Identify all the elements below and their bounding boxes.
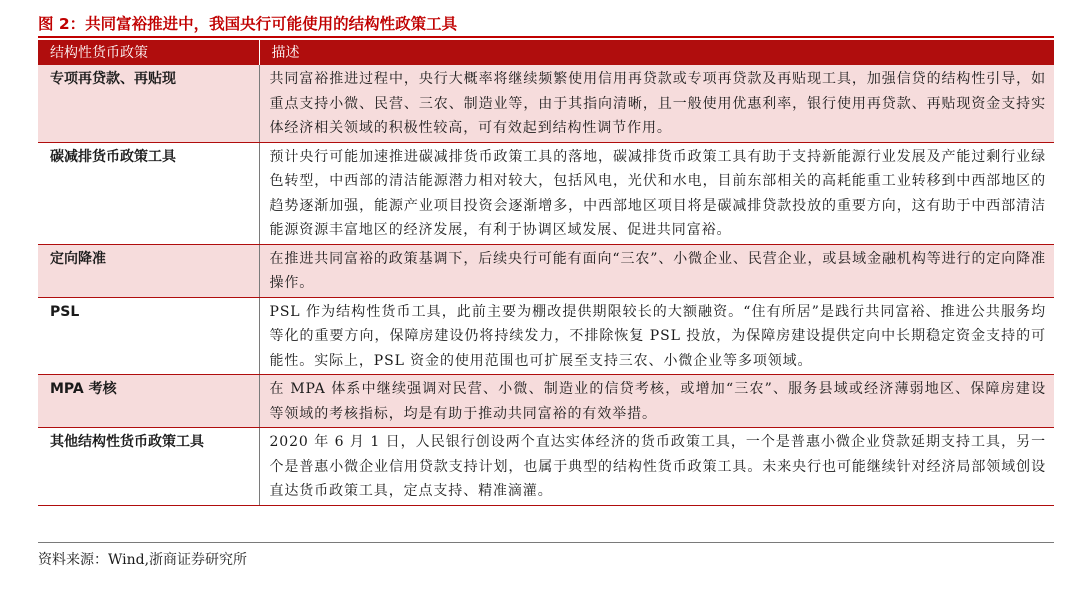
- row-tool-name: 定向降准: [38, 244, 259, 297]
- row-description: 在 MPA 体系中继续强调对民营、小微、制造业的信贷考核，或增加“三农”、服务县域或经济薄弱地区、保障房建设等领域的考核指标，均是有助于推动共同富裕的有效举措。: [259, 375, 1054, 428]
- row-description: 2020 年 6 月 1 日，人民银行创设两个直达实体经济的货币政策工具，一个是普惠小微企业贷款延期支持工具，另一个是普惠小微企业信用贷款支持计划，也属于典型的结构性货币政策工具。未来央行也可能继续针对经济局部领域创设直达货币政策工具，定点支持、精准滴灌。: [259, 428, 1054, 506]
- row-description: PSL 作为结构性货币工具，此前主要为棚改提供期限较长的大额融资。“住有所居”是践行共同富裕、推进公共服务均等化的重要方向，保障房建设仍将持续发力，不排除恢复 PSL 投放，为保障房建设提供定向中长期稳定资金支持的可能性。实际上，PSL 资金的使用范围也可扩展至支持三农、小微企业等多项领域。: [259, 297, 1054, 375]
- source-note: 资料来源：Wind,浙商证券研究所: [38, 552, 248, 568]
- table-row: [38, 65, 1054, 143]
- figure-title: 图 2：共同富裕推进中，我国央行可能使用的结构性政策工具: [38, 15, 458, 33]
- title-rule: [38, 36, 1054, 38]
- row-description: 预计央行可能加速推进碳减排货币政策工具的落地，碳减排货币政策工具有助于支持新能源行业发展及产能过剩行业绿色转型，中西部的清洁能源潜力相对较大，包括风电，光伏和水电，目前东部相关的高耗能重工业转移到中西部地区的趋势逐渐加强，能源产业项目投资会逐渐增多，中西部地区项目将是碳减排贷款投放的重要方向，这有助于中西部清洁能源资源丰富地区的经济发展，有利于协调区域发展、促进共同富裕。: [259, 142, 1054, 244]
- table-row: [38, 375, 1054, 428]
- policy-table: [38, 40, 1054, 506]
- row-description: 在推进共同富裕的政策基调下，后续央行可能有面向“三农”、小微企业、民营企业，或县域金融机构等进行的定向降准操作。: [259, 244, 1054, 297]
- table-row: [38, 142, 1054, 244]
- row-description: 共同富裕推进过程中，央行大概率将继续频繁使用信用再贷款或专项再贷款及再贴现工具，加强信贷的结构性引导，如重点支持小微、民营、三农、制造业等，由于其指向清晰，且一般使用优惠利率，银行使用再贷款、再贴现资金支持实体经济相关领域的积极性较高，可有效起到结构性调节作用。: [259, 65, 1054, 143]
- row-tool-name: 专项再贷款、再贴现: [38, 65, 259, 143]
- table-row: [38, 244, 1054, 297]
- table-header-row: [38, 40, 1054, 65]
- row-tool-name: PSL: [38, 297, 259, 375]
- row-tool-name: 碳减排货币政策工具: [38, 142, 259, 244]
- bottom-rule: [38, 542, 1054, 543]
- table-row: [38, 297, 1054, 375]
- row-tool-name: MPA 考核: [38, 375, 259, 428]
- table-row: [38, 428, 1054, 506]
- header-description: 描述: [259, 40, 1054, 65]
- header-policy: 结构性货币政策: [38, 40, 259, 65]
- row-tool-name: 其他结构性货币政策工具: [38, 428, 259, 506]
